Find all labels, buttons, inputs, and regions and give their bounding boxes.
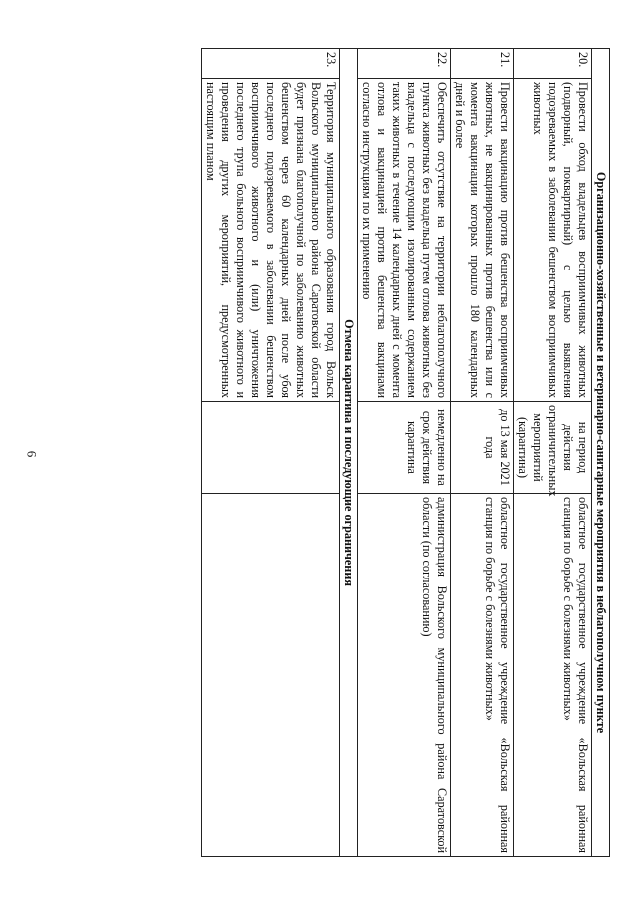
measure-text: Обеспечить отсутствие на территории неблагополучного пункта животных без владельца путем отлова животных без владельца с последующим изолированным содержанием таких животных в течение 14 календарных дней с момента отлова и вакцинацией против бешенства вакцинами согласно инструкциям по их применению <box>358 79 451 402</box>
section-header-row <box>340 49 358 857</box>
rotated-table-container <box>80 48 610 856</box>
table-row <box>451 49 514 857</box>
measure-text: Провести вакцинацию против бешенства восприимчивых животных, не вакцинированных против бешенства или с момента вакцинации которых прошло 180 календарных дней и более <box>451 79 514 402</box>
row-number: 20. <box>514 49 592 79</box>
row-number: 22. <box>358 49 451 79</box>
measure-text: Провести обход владельцев восприимчивых животных (подворный, поквартирный) с целью выявления подозреваемых в заболевании бешенством восприимчивых животных <box>514 79 592 402</box>
measure-text: Территория муниципального образования город Вольск Вольского муниципального района Саратовской области будет признана благополучной по заболеванию животных бешенством через 60 календарных дней после убоя последнего подозреваемого в заболевании бешенством восприимчивого животного и (или) уничтожения последнего трупа больного восприимчивого животного и проведения других мероприятий, предусмотренных настоящим планом <box>202 79 340 402</box>
responsible-text <box>202 494 340 857</box>
section-title: Отмена карантина и последующие ограничения <box>340 49 358 857</box>
responsible-text: областное государственное учреждение «Вольская районная станция по борьбе с болезнями животных» <box>451 494 514 857</box>
responsible-text: областное государственное учреждение «Вольская районная станция по борьбе с болезнями животных» <box>514 494 592 857</box>
table-row <box>514 49 592 857</box>
page-number: 6 <box>24 450 40 458</box>
section-header-row <box>592 49 610 857</box>
measures-table <box>201 48 610 857</box>
table-row <box>358 49 451 857</box>
section-title: Организационно-хозяйственные и ветеринарно-санитарные мероприятия в неблагополучном пункте <box>592 49 610 857</box>
row-number: 21. <box>451 49 514 79</box>
deadline-text: до 13 мая 2021 года <box>451 402 514 494</box>
deadline-text: на период действия ограничительных мероприятий (карантина) <box>514 402 592 494</box>
table-row <box>202 49 340 857</box>
row-number: 23. <box>202 49 340 79</box>
deadline-text: немедленно на срок действия карантина <box>358 402 451 494</box>
deadline-text <box>202 402 340 494</box>
responsible-text: администрация Вольского муниципального района Саратовской области (по согласованию) <box>358 494 451 857</box>
